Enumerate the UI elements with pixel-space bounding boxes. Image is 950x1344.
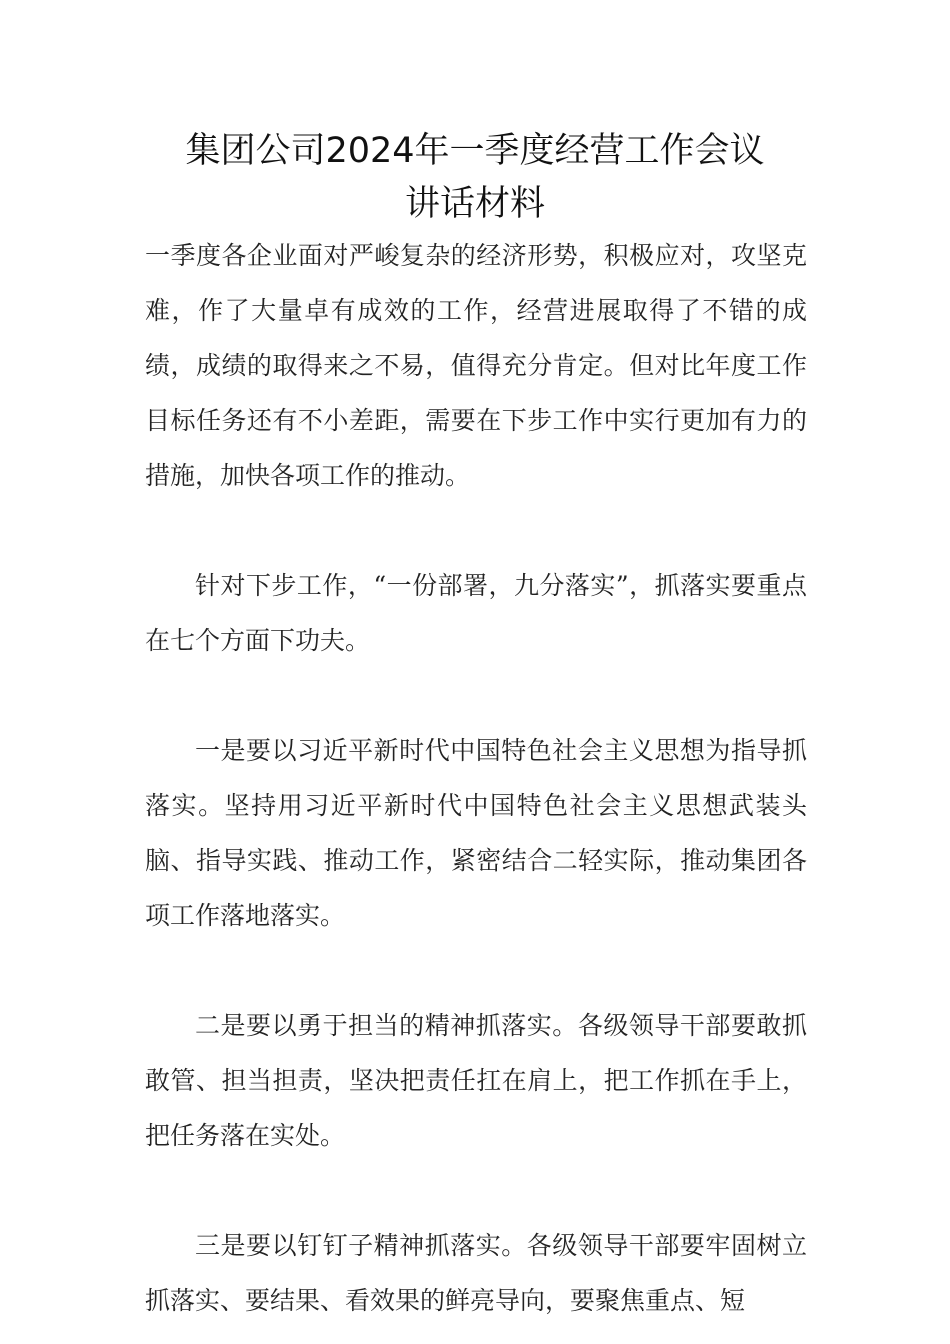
document-title: 集团公司2024年一季度经营工作会议 讲话材料 [185,131,765,224]
paragraph-overview: 针对下步工作，“一份部署，九分落实”，抓落实要重点在七个方面下功夫。 [145,571,807,655]
paragraph-point-two: 二是要以勇于担当的精神抓落实。各级领导干部要敢抓敢管、担当担责，坚决把责任扛在肩上，把工作抓在手上，把任务落在实处。 [145,1011,807,1150]
paragraph-point-three: 三是要以钉钉子精神抓落实。各级领导干部要牢固树立抓落实、要结果、看效果的鲜亮导向，要聚焦重点、短 [145,1231,807,1315]
document-body [145,228,807,1328]
paragraph-point-one: 一是要以习近平新时代中国特色社会主义思想为指导抓落实。坚持用习近平新时代中国特色社会主义思想武装头脑、指导实践、推动工作，紧密结合二轻实际，推动集团各项工作落地落实。 [145,736,807,930]
paragraph-intro: 一季度各企业面对严峻复杂的经济形势，积极应对，攻坚克难，作了大量卓有成效的工作，经营进展取得了不错的成绩，成绩的取得来之不易，值得充分肯定。但对比年度工作目标任务还有不小差距，需要在下步工作中实行更加有力的措施，加快各项工作的推动。 [145,241,807,490]
